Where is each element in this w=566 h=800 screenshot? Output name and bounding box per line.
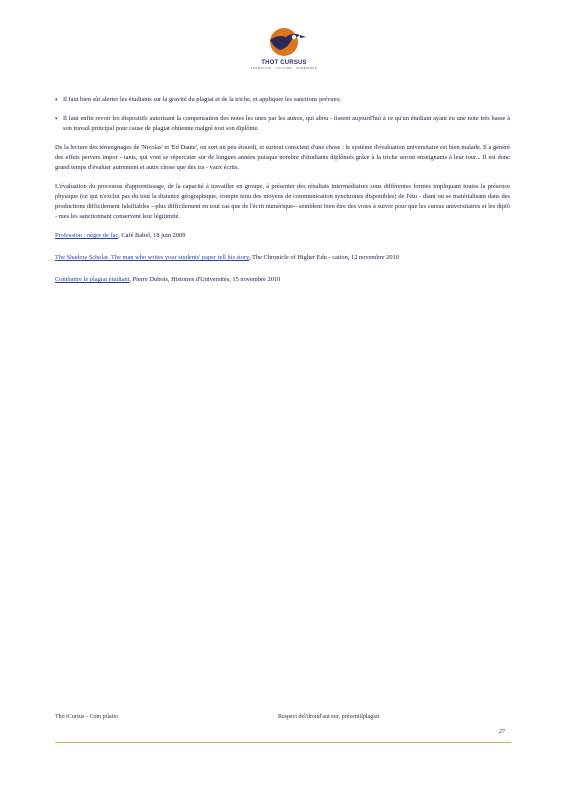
reference-item <box>55 275 510 285</box>
reference-link[interactable]: Combattre le plagiat étudiant <box>55 276 130 283</box>
bullet-list <box>55 95 510 134</box>
footer-divider <box>55 742 511 743</box>
reference-source: , Café Babel, 18 juin 2009 <box>118 232 186 239</box>
document-body <box>55 95 510 297</box>
brand-name: THOT CURSUS <box>261 60 307 66</box>
reference-link[interactable]: The Shadow Scholar. The man who writes your students' paper tell his story <box>55 254 249 261</box>
brand-tagline: FORMATION · CULTURE · NUMÉRIQUE <box>250 67 318 70</box>
reference-item <box>55 253 510 263</box>
reference-source: , Pierre Dubois, Histoires d'Universités, 15 novembre 2010 <box>129 276 281 283</box>
reference-link[interactable]: Profession : nègre de fac <box>55 232 119 239</box>
bullet-item: • Il faut bien sûr alerter les étudiants sur la gravité du plagiat et de la triche, et appliquer les sanctions prévues; <box>55 95 510 105</box>
bullet-item: • Il faut enfin revoir les dispositifs autorisant la compensation des notes les unes par les autres, qui abou - tissent aujourd'hui à ce qu'un étudiant ayant eu une note très basse à son travail principal pour cause de plagiat obtienne malgré tout son diplôme. <box>55 114 510 134</box>
reference-item <box>55 231 510 241</box>
reference-source: , The Chronicle of Higher Edu - cation, 12 novembre 2010 <box>248 254 399 261</box>
thot-cursus-logo <box>258 26 314 78</box>
paragraph: De la lecture des témoignages de 'Nicolas' et 'Ed Dante', on sort un peu étourdi, et surtout conscient d'une chose : le système d'évaluation universitaire est bien malade. Il a généré des effets pervers impor - tants, qui vont se répercuter sur de longues années puisque nombre d'étudiants diplômés grâce à la triche seront enseignants à leur tour... Il est donc grand temps d'évaluer autrement et autre chose que des tra - vaux écrits. <box>55 144 510 171</box>
page-number: 27 <box>499 729 505 735</box>
footer-right-text: Respect del'droitd'aut eur, préveniilplagiat <box>278 714 380 720</box>
footer-left-text: Tho tCursus - Com pilatio <box>55 714 118 720</box>
paragraph: L'évaluation du processus d'apprentissage, de la capacité à travailler en groupe, à présenter des résultats intermédiaires sous différentes formes impliquant toutes la présence physique (ce qui n'exclut pas du tout la distance géographique, compte tenu des moyens de communication synchrones disponibles) de l'étu - diant ou se matérialisant dans des productions difficilement falsifiables --plus difficilement en tout cas que de l'écrit numérique-- semblent bien être des voies à suivre pour que les cursus universitaires et les diplô - mes les sanctionnant conservent leur légitimité. <box>55 183 510 220</box>
